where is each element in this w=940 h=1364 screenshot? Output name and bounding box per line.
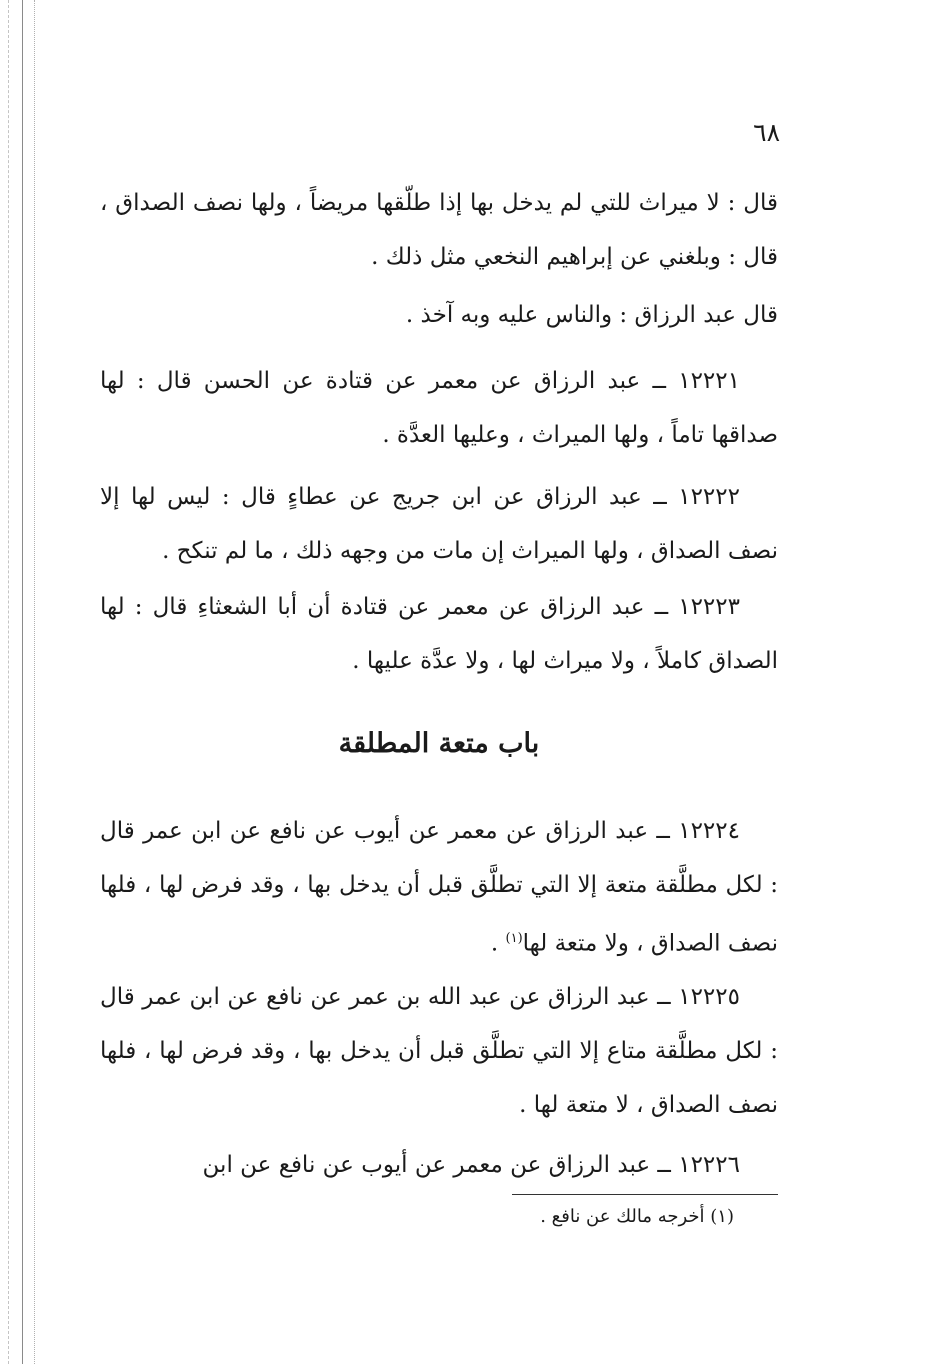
paragraph-abdulrazzaq-note: قال عبد الرزاق : والناس عليه وبه آخذ . — [405, 302, 778, 328]
section-title: باب متعة المطلقة — [338, 728, 540, 759]
page-number: ٦٨ — [753, 118, 780, 147]
hadith-12225: ١٢٢٢٥ ــ عبد الرزاق عن عبد الله بن عمر عن نافع عن ابن عمر قال : لكل مطلَّقة متاع إلا التي تطلَّق قبل أن يدخل بها ، وقد فرض لها ، فلها نصف الصداق ، لا متعة لها . — [100, 984, 778, 1118]
hadith-12224-text: ١٢٢٢٤ ــ عبد الرزاق عن معمر عن أيوب عن نافع عن ابن عمر قال : لكل مطلَّقة متعة إلا التي تطلَّق قبل أن يدخل بها ، وقد فرض لها ، فلها نصف الصداق ، ولا متعة لها — [100, 818, 778, 957]
scan-margin-line — [8, 0, 9, 1364]
hadith-12223: ١٢٢٢٣ ــ عبد الرزاق عن معمر عن قتادة أن أبا الشعثاءِ قال : لها الصداق كاملاً ، ولا ميراث لها ، ولا عدَّة عليها . — [100, 594, 778, 674]
paragraph-intro: قال : لا ميراث للتي لم يدخل بها إذا طلّقها مريضاً ، ولها نصف الصداق ، قال : وبلغني عن إبراهيم النخعي مثل ذلك . — [100, 190, 778, 270]
hadith-12226: ١٢٢٢٦ ــ عبد الرزاق عن معمر عن أيوب عن نافع عن ابن — [202, 1152, 740, 1178]
hadith-12222: ١٢٢٢٢ ــ عبد الرزاق عن ابن جريج عن عطاءٍ قال : ليس لها إلا نصف الصداق ، ولها الميراث إن مات من وجهه ذلك ، ما لم تنكح . — [100, 484, 778, 564]
footnote: (١) أخرجه مالك عن نافع . — [540, 1206, 734, 1227]
footnote-reference: (١) — [505, 931, 523, 946]
hadith-12224 — [100, 804, 778, 971]
footnote-divider — [512, 1194, 778, 1195]
scan-margin-line — [34, 0, 35, 1364]
hadith-12221: ١٢٢٢١ ــ عبد الرزاق عن معمر عن قتادة عن الحسن قال : لها صداقها تاماً ، ولها الميراث ، وعليها العدَّة . — [100, 368, 778, 448]
scan-margin-line — [22, 0, 23, 1364]
hadith-12224-tail: . — [490, 930, 506, 957]
